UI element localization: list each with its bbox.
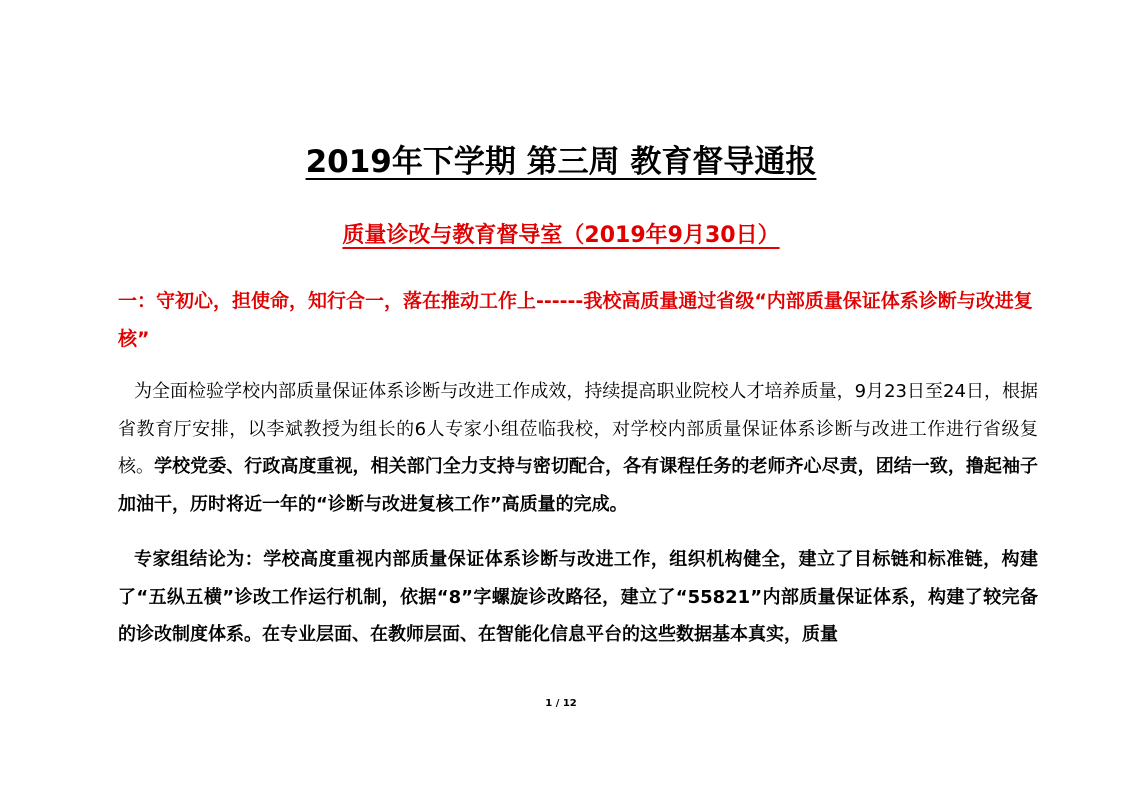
page-number: 1 / 12 (545, 698, 577, 709)
document-title (0, 140, 1122, 184)
paragraph-1-bold-text: 学校党委、行政高度重视，相关部门全力支持与密切配合，各有课程任务的老师齐心尽责，团结一致，撸起袖子加油干，历时将近一年的“诊断与改进复核工作”高质量的完成。 (118, 456, 1039, 515)
paragraph-2-bold-text: 建立了目标链和标准链，构建了“五纵五横”诊改工作运行机制，依据“8”字螺旋诊改路径，建立了“55821”内部质量保证体系，构建了较完备的诊改制度体系。在专业层面、在教师层面、在智能化信息平台的这些数据基本真实，质量 (118, 549, 1038, 645)
body-paragraph-1 (118, 373, 1038, 523)
body-paragraph-2 (118, 541, 1038, 654)
paragraph-1-normal-text: 为全面检验学校内部质量保证体系诊断与改进工作成效，持续提高职业院校人才培养质量，9月23日至24日，根据省教育厅安排，以李斌教授为组长的6人专家小组莅临我校，对学校内部质量保证体系诊断与改进工作进行省级复核。 (118, 381, 1038, 477)
document-subtitle (0, 219, 1122, 253)
section-heading: 一：守初心，担使命，知行合一，落在推动工作上------我校高质量通过省级“内部质量保证体系诊断与改进复核” (118, 290, 1033, 350)
paragraph-2-intro-text: 专家组结论为：学校高度重视内部质量保证体系诊断与改进工作，组织机构健全， (134, 549, 799, 570)
document-subtitle-text: 质量诊改与教育督导室（2019年9月30日） (342, 223, 780, 248)
document-title-text: 2019年下学期 第三周 教育督导通报 (305, 144, 817, 180)
